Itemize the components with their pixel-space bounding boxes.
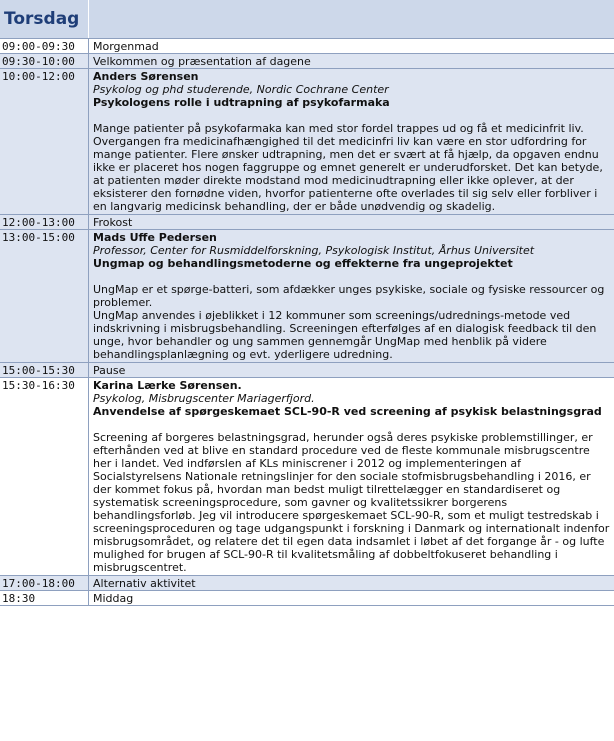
header-row [0, 0, 614, 39]
description-paragraph: Screening af borgeres belastningsgrad, herunder også deres psykiske problemstillinger, er efterhånden ved at blive en standard procedure ved de fleste kommunale misbrugscentre her i landet. Ved indførslen af KLs miniscrener i 2012 og implementeringen af Socialstyrelsens Nationale retningslinjer for den sociale stofmisbrugsbehandling i 2016, er der kommet fokus på, hvordan man bedst muligt tilrettelægger en standardiseret og systematisk screeningsprocedure, som gavner og kvalitetssikrer borgerens behandlingsforløb. Jeg vil introducere spørgeskemaet SCL-90-R, som et muligt testredskab i screeningsproceduren og tage udgangspunkt i forskning i Danmark og internationalt indenfor misbrugsområdet, og relatere det til egen data indsamlet i løbet af det forgange år - og lufte mulighed for brugen af SCL-90-R til kvalitetsmåling af dobbeltfokuseret behandling i misbrugscentret. [93, 431, 610, 574]
header-day-cell [0, 0, 89, 39]
speaker-role: Psykolog og phd studerende, Nordic Cochrane Center [93, 83, 389, 96]
schedule-row-lunch [0, 215, 614, 230]
time-cell: 12:00-13:00 [0, 215, 89, 230]
session-title: Anvendelse af spørgeskemaet SCL-90-R ved screening af psykisk belastningsgrad [93, 405, 602, 418]
session-title: Ungmap og behandlingsmetoderne og effekterne fra ungeprojektet [93, 257, 513, 270]
description-paragraph: UngMap anvendes i øjeblikket i 12 kommuner som screenings/udrednings-metode ved indskrivning i misbrugsbehandling. Screeningen efterfølges af en dialogisk feedback til den unge, hvor behandler og ung sammen gennemgår UngMap med henblik på videre behandlingsplanlægning og evt. yderligere udredning. [93, 309, 597, 361]
schedule-row-dinner [0, 591, 614, 606]
schedule-row-pause [0, 363, 614, 378]
schedule-row-session-2 [0, 230, 614, 363]
speaker-name: Anders Sørensen [93, 70, 199, 83]
session-cell [89, 69, 614, 215]
day-title: Torsdag [4, 9, 80, 29]
schedule-row-session-1 [0, 69, 614, 215]
time-cell: 17:00-18:00 [0, 576, 89, 591]
session-description [93, 283, 610, 362]
activity-cell: Middag [89, 591, 614, 606]
session-title: Psykologens rolle i udtrapning af psykofarmaka [93, 96, 390, 109]
speaker-role: Professor, Center for Rusmiddelforskning, Psykologisk Institut, Århus Universitet [93, 244, 535, 257]
activity-cell: Alternativ aktivitet [89, 576, 614, 591]
header-empty-cell [89, 0, 614, 39]
activity-cell: Frokost [89, 215, 614, 230]
time-cell: 15:30-16:30 [0, 378, 89, 576]
activity-cell: Morgenmad [89, 39, 614, 54]
schedule-row-breakfast [0, 39, 614, 54]
time-cell: 13:00-15:00 [0, 230, 89, 363]
description-paragraph: Mange patienter på psykofarmaka kan med stor fordel trappes ud og få et medicinfrit liv. Overgangen fra medicinafhængighed til det medicinfri liv kan være en stor udfordring for mange patienter. Flere ønsker udtrapning, men det er svært at få hjælp, da opgaven endnu ikke er placeret hos nogen faggruppe og emnet generelt er underudforsket. Det kan betyde, at patienten møder direkte modstand mod medicinudtrapning eller ikke oplever, at der eksisterer den fornødne viden, hvorfor patienterne ofte overlades til sig selv eller forbliver i en langvarig medicinsk behandling, der er både unødvendig og skadelig. [93, 122, 603, 213]
speaker-role: Psykolog, Misbrugscenter Mariagerfjord. [93, 392, 315, 405]
time-cell: 09:00-09:30 [0, 39, 89, 54]
schedule-row-session-3 [0, 378, 614, 576]
time-cell: 15:00-15:30 [0, 363, 89, 378]
speaker-name: Mads Uffe Pedersen [93, 231, 217, 244]
time-cell: 10:00-12:00 [0, 69, 89, 215]
time-cell: 09:30-10:00 [0, 54, 89, 69]
session-cell [89, 230, 614, 363]
description-paragraph: UngMap er et spørge-batteri, som afdækker unges psykiske, sociale og fysiske ressourcer og problemer. [93, 283, 605, 309]
session-description [93, 122, 610, 214]
schedule-row-welcome [0, 54, 614, 69]
time-cell: 18:30 [0, 591, 89, 606]
speaker-name: Karina Lærke Sørensen. [93, 379, 242, 392]
activity-cell: Pause [89, 363, 614, 378]
session-description [93, 431, 610, 575]
schedule-row-alternative [0, 576, 614, 591]
activity-cell: Velkommen og præsentation af dagene [89, 54, 614, 69]
session-cell [89, 378, 614, 576]
